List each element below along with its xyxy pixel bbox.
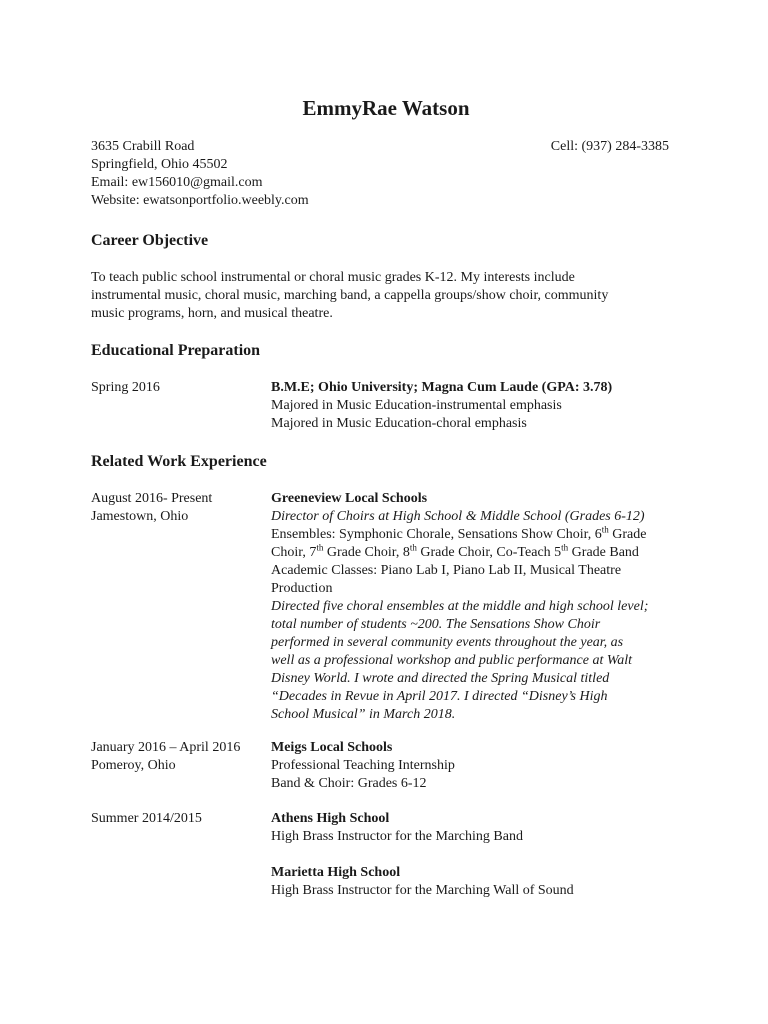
job-detail: Professional Teaching Internship: [271, 758, 455, 773]
website-text: Website: ewatsonportfolio.weebly.com: [91, 193, 309, 208]
job-location: Jamestown, Ohio: [91, 509, 189, 524]
job-date: January 2016 – April 2016: [91, 740, 241, 755]
job-detail: High Brass Instructor for the Marching Wall of Sound: [271, 883, 574, 898]
education-date: Spring 2016: [91, 380, 160, 395]
objective-line: To teach public school instrumental or choral music grades K-12. My interests include: [91, 270, 575, 285]
objective-line: instrumental music, choral music, marching band, a cappella groups/show choir, community: [91, 288, 609, 303]
job-role: Director of Choirs at High School & Middle School (Grades 6-12): [271, 509, 645, 524]
job-description-line: “Decades in Revue in April 2017. I directed “Disney’s High: [271, 689, 608, 704]
job-description-line: Directed five choral ensembles at the middle and high school level;: [271, 599, 649, 614]
job-description-line: Disney World. I wrote and directed the Spring Musical titled: [271, 671, 610, 686]
address-line-2: Springfield, Ohio 45502: [91, 157, 228, 172]
job-description-line: School Musical” in March 2018.: [271, 707, 456, 722]
employer-name: Greeneview Local Schools: [271, 491, 428, 506]
candidate-name: EmmyRae Watson: [302, 96, 470, 120]
career-objective-text: [91, 269, 681, 323]
ensembles-line-1: Ensembles: Symphonic Chorale, Sensations Show Choir, 6th Grade: [271, 524, 647, 542]
job-description-line: total number of students ~200. The Sensations Show Choir: [271, 617, 601, 632]
employer-name: Meigs Local Schools: [271, 740, 393, 755]
job-date: Summer 2014/2015: [91, 811, 202, 826]
job-location: Pomeroy, Ohio: [91, 758, 176, 773]
education-detail: Majored in Music Education-instrumental emphasis: [271, 398, 562, 413]
career-objective-heading: Career Objective: [91, 232, 209, 249]
ensembles-line-2: Choir, 7th Grade Choir, 8th Grade Choir, Co-Teach 5th Grade Band: [271, 542, 639, 560]
job-description-line: well as a professional workshop and public performance at Walt: [271, 653, 633, 668]
job-description-line: performed in several community events throughout the year, as: [271, 635, 624, 650]
objective-line: music programs, horn, and musical theatre.: [91, 306, 333, 321]
work-experience-heading: Related Work Experience: [91, 453, 267, 470]
education-detail: Majored in Music Education-choral emphasis: [271, 416, 527, 431]
degree-text: B.M.E; Ohio University; Magna Cum Laude (GPA: 3.78): [271, 380, 613, 395]
employer-name: Athens High School: [271, 811, 390, 826]
email-text: Email: ew156010@gmail.com: [91, 175, 263, 190]
academic-classes-line: Production: [271, 581, 333, 596]
job-date: August 2016- Present: [91, 491, 213, 506]
academic-classes-line: Academic Classes: Piano Lab I, Piano Lab II, Musical Theatre: [271, 563, 622, 578]
address-line-1: 3635 Crabill Road: [91, 139, 195, 154]
job-detail: Band & Choir: Grades 6-12: [271, 776, 427, 791]
job-detail: High Brass Instructor for the Marching Band: [271, 829, 523, 844]
cell-phone: Cell: (937) 284-3385: [550, 139, 669, 154]
contact-block: [91, 138, 681, 210]
education-heading: Educational Preparation: [91, 342, 261, 359]
employer-name: Marietta High School: [271, 865, 401, 880]
